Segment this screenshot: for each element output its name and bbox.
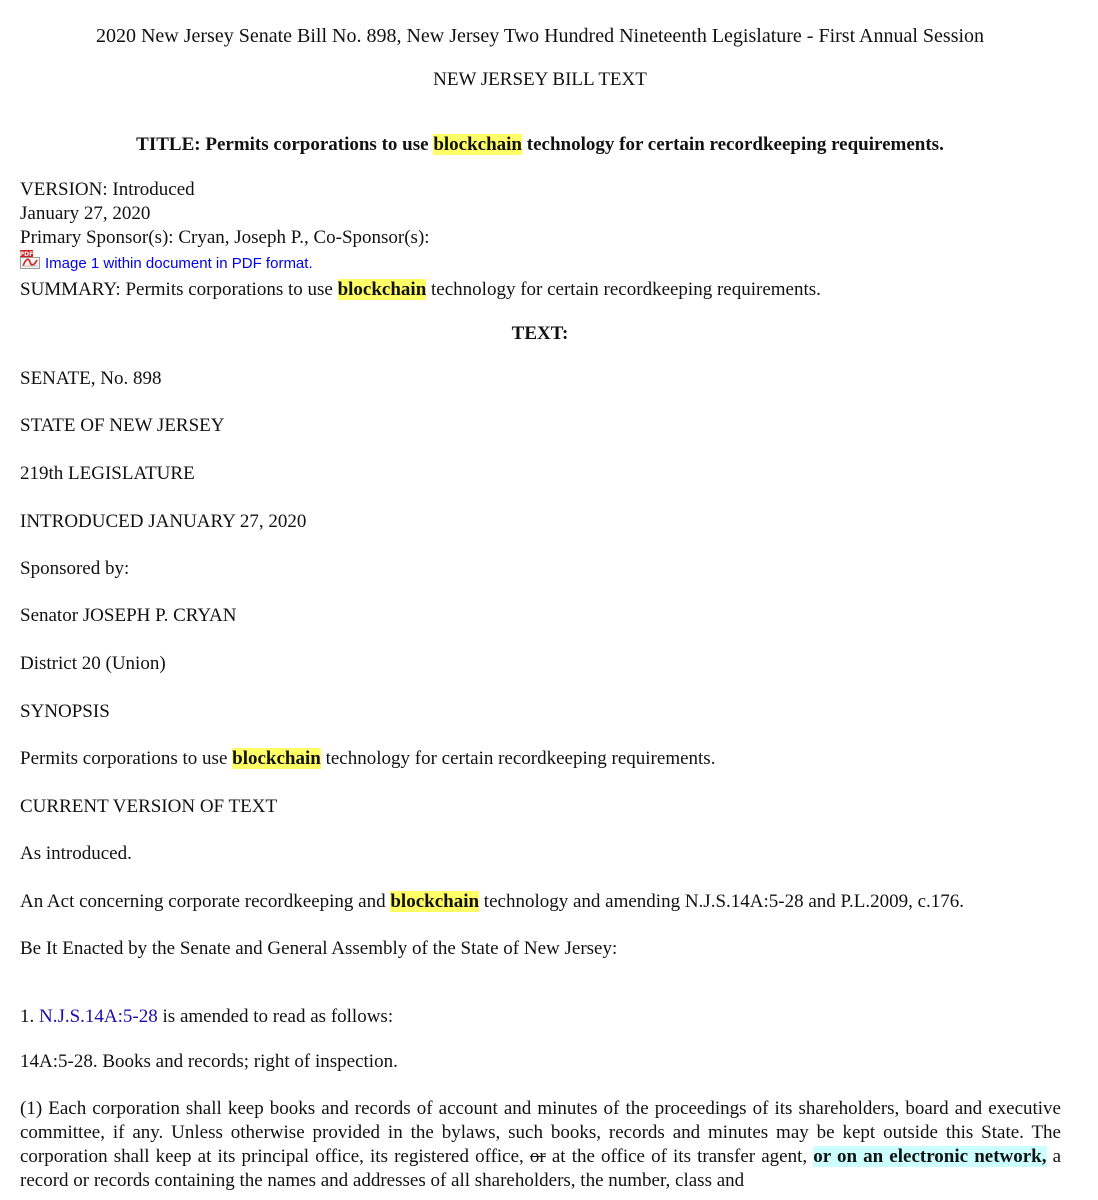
section-1-number: 1. [20, 1006, 35, 1027]
summary-text-after: technology for certain recordkeeping requirements. [431, 279, 821, 300]
summary-line [20, 278, 821, 302]
pdf-icon-label: PDF [20, 251, 34, 258]
paragraph-1-part-1: (1) Each corporation shall keep books and records of account and minutes of the proceedings of its shareholders, board and executive committee, if any. Unless otherwise provided in the bylaws, such books, records and minutes may be kept outside this State. The corporation shall keep at its principal office, its registered office, [20, 1098, 1061, 1167]
legislature-heading: 219th LEGISLATURE [20, 463, 195, 484]
text-heading: TEXT: [511, 323, 569, 344]
synopsis-text-before: Permits corporations to use [20, 748, 228, 769]
state-heading: STATE OF NEW JERSEY [20, 415, 225, 436]
current-version-heading: CURRENT VERSION OF TEXT [20, 796, 278, 817]
enacting-clause: Be It Enacted by the Senate and General Assembly of the State of New Jersey: [20, 938, 618, 959]
section-heading: 14A:5-28. Books and records; right of inspection. [20, 1051, 398, 1072]
senator-name: Senator JOSEPH P. CRYAN [20, 605, 237, 626]
document-header-title: 2020 New Jersey Senate Bill No. 898, New Jersey Two Hundred Nineteenth Legislature - First Annual Session [95, 25, 985, 47]
bill-title-label: TITLE: [136, 134, 201, 155]
summary-label: SUMMARY: [20, 279, 121, 300]
search-term-highlight: blockchain [337, 279, 427, 300]
bill-title-line [0, 133, 1080, 157]
search-term-highlight: blockchain [433, 134, 523, 155]
senate-number: SENATE, No. 898 [20, 368, 162, 389]
struck-text: or [529, 1146, 546, 1167]
bill-title-text-before: Permits corporations to use [205, 134, 429, 155]
inserted-text: or on an electronic network, [813, 1146, 1047, 1167]
paragraph-1-part-2: at the office of its transfer agent, [551, 1146, 808, 1167]
summary-text-before: Permits corporations to use [125, 279, 333, 300]
act-text-after: technology and amending N.J.S.14A:5-28 and P.L.2009, c.176. [483, 891, 965, 912]
document-header-subtitle: NEW JERSEY BILL TEXT [433, 69, 647, 90]
pdf-document-link[interactable]: Image 1 within document in PDF format. [45, 255, 313, 272]
pdf-link-row[interactable] [20, 250, 313, 275]
paragraph-1 [20, 1097, 1061, 1193]
as-introduced-line: As introduced. [20, 843, 132, 864]
date-line: January 27, 2020 [20, 203, 151, 224]
section-1-text: is amended to read as follows: [162, 1006, 394, 1027]
version-line: VERSION: Introduced [20, 179, 195, 200]
synopsis-heading: SYNOPSIS [20, 701, 110, 722]
synopsis-text [20, 747, 715, 771]
district-line: District 20 (Union) [20, 653, 166, 674]
paragraph-1-part-3: a record or records containing the names and addresses of all shareholders, the number, class and [20, 1146, 1062, 1191]
synopsis-text-after: technology for certain recordkeeping requirements. [325, 748, 716, 769]
introduced-date: INTRODUCED JANUARY 27, 2020 [20, 511, 307, 532]
search-term-highlight: blockchain [390, 891, 480, 912]
statute-link[interactable]: N.J.S.14A:5-28 [39, 1006, 158, 1027]
sponsors-line: Primary Sponsor(s): Cryan, Joseph P., Co-Sponsor(s): [20, 227, 430, 248]
act-text-before: An Act concerning corporate recordkeeping and [20, 891, 386, 912]
section-1-line [20, 1005, 393, 1029]
pdf-file-icon[interactable] [20, 250, 44, 270]
search-term-highlight: blockchain [232, 748, 321, 769]
sponsored-by-label: Sponsored by: [20, 558, 130, 579]
act-description [20, 890, 964, 914]
bill-title-text-after: technology for certain recordkeeping requirements. [526, 134, 944, 155]
